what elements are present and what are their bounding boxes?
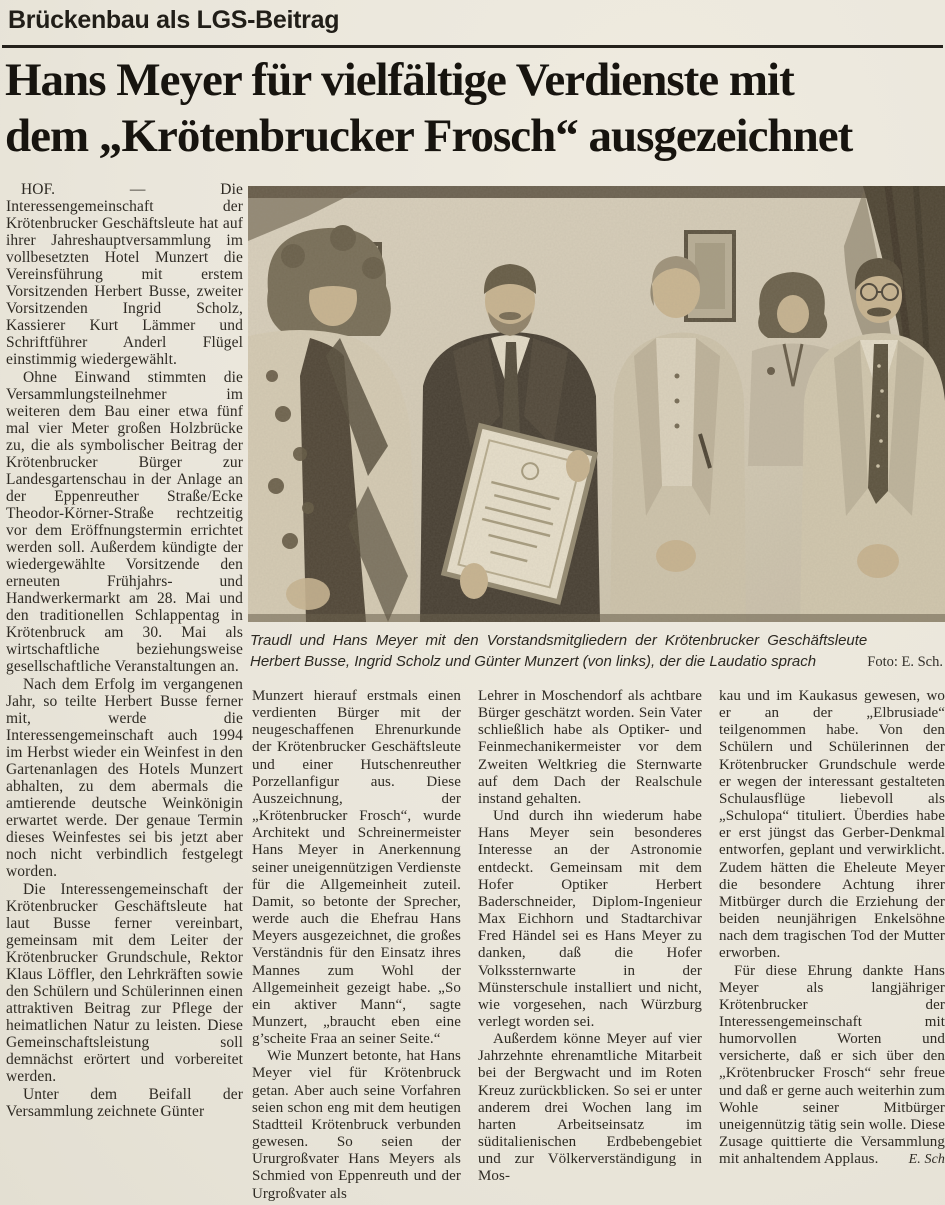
paragraph: Und durch ihn wiederum habe Hans Meyer sein besonderes Interesse an der Astronomie entdeckt. Gemeinsam mit dem Hofer Optiker Herbert Baderschneider, Diplom-Ingenieur Max Eichhorn und Stadtarchivar Fred Händel sei es Hans Meyer zu danken, daß die Hofer Volkssternwarte in der Münsterschule installiert und nicht, wie vorgesehen, nach Würzburg verlegt worden sei. [478, 808, 702, 1030]
paragraph: kau und im Kaukasus gewesen, wo er an der „Elbrusiade“ teilgenommen habe. Von den Schülern und Schülerinnen der Krötenbrucker Grundschule werde er wegen der interessant gestalteten Schulausflüge liebevoll als „Schulopa“ tituliert. Überdies habe er erst jüngst das Gerber-Denkmal entworfen, geplant und verwirklicht. Zudem hätten die Eheleute Meyer die besondere Achtung ihrer Mitbürger durch die Erziehung der beiden neunjährigen Enkelsöhne nach dem tragischen Tod der Mutter erworben. [719, 688, 945, 962]
article-bottom-columns [252, 688, 945, 1205]
paragraph: Wie Munzert betonte, hat Hans Meyer viel für Krötenbruck getan. Aber auch seine Vorfahren seien schon eng mit dem heutigen Stadtteil Krötenbruck verbunden gewesen. So seien der Ururgroßvater Hans Meyers als Schmied von Eppenreuth und der Urgroßvater als [252, 1048, 461, 1202]
photo-caption-block [250, 631, 943, 672]
paragraph: Unter dem Beifall der Versammlung zeichnete Günter [6, 1086, 243, 1120]
headline [5, 52, 852, 164]
author-initials: E. Sch [908, 1152, 945, 1168]
article-column-2 [478, 688, 702, 1205]
paragraph: Lehrer in Moschendorf als achtbare Bürger geschätzt worden. Sein Vater schließlich habe als Optiker- und Feinmechanikermeister vor dem Zweiten Weltkrieg die Sternwarte auf dem Dach der Realschule instand gehalten. [478, 688, 702, 807]
kicker-rule [2, 45, 943, 48]
paragraph: Nach dem Erfolg im vergangenen Jahr, so teilte Herbert Busse ferner mit, werde die Interessengemeinschaft auch 1994 im Herbst wieder ein Weinfest in den Gartenanlagen des Hotels Munzert abhalten, zu dem abermals die amtierende deutsche Weinkönigin erwartet werde. Der genaue Termin dieses Weinfestes sei bis jetzt aber noch nicht verbindlich festgelegt worden. [6, 676, 243, 880]
paragraph: Die Interessengemeinschaft der Krötenbrucker Geschäftsleute hat laut Busse ferner vereinbart, gemeinsam mit dem Leiter der Krötenbrucker Grundschule, Rektor Klaus Löffler, den Lehrkräften sowie den Schülern und Schülerinnen einen attraktiven Beitrag zur Pflege der heimatlichen Natur zu leisten. Diese Gemeinschaftsleistung soll demnächst erörtert und vorbereitet werden. [6, 881, 243, 1085]
paragraph: Munzert hierauf erstmals einen verdienten Bürger mit der neugeschaffenen Ehrenurkunde der Krötenbrucker Geschäftsleute und einer Hutschenreuther Porzellanfigur aus. Diese Auszeichnung, der „Krötenbrucker Frosch“, wurde Architekt und Schreinermeister Hans Meyer in Anerkennung seiner uneigennützigen Verdienste für die Allgemeinheit zuteil. Damit, so betonte der Sprecher, werde auch die Ehefrau Hans Meyers ausgezeichnet, die großes Verständnis für den Einsatz ihres Mannes zum Wohl der Allgemeinheit gezeigt habe. „So ein aktiver Mann“, sagte Munzert, „braucht eben eine g’scheite Fraa an seiner Seite.“ [252, 688, 461, 1048]
kicker: Brückenbau als LGS-Beitrag [8, 6, 340, 34]
photo-caption: Traudl und Hans Meyer mit den Vorstandsmitgliedern der Krötenbrucker Geschäftsleute Herbert Busse, Ingrid Scholz und Günter Munzert (von links), der die Laudatio sprach [250, 632, 868, 670]
paragraph: Außerdem könne Meyer auf vier Jahrzehnte ehrenamtliche Mitarbeit bei der Bergwacht und im Roten Kreuz zurückblicken. So sei er unter anderem drei Wochen lang im harten Arbeitseinsatz im süditalienischen Erdbebengebiet und zur Völkerverständigung in Mos- [478, 1031, 702, 1185]
article-column-3 [719, 688, 945, 1205]
article-photo [248, 186, 945, 622]
article-column-1 [252, 688, 461, 1205]
paragraph-text: Für diese Ehrung dankte Hans Meyer als langjähriger Krötenbrucker der Interessengemeinschaft mit humorvollen Worten und versicherte, daß er sich über den „Krötenbrucker Frosch“ sehr freue und daß er gerne auch weiterhin zum Wohle seiner Mitbürger uneigennützig tätig sein wolle. Diese Zusage quittierte die Versammlung mit anhaltendem Applaus. [719, 962, 945, 1168]
photo-grain [248, 186, 945, 622]
photo-credit: Foto: E. Sch. [867, 653, 943, 670]
paragraph: HOF. — Die Interessengemeinschaft der Krötenbrucker Geschäftsleute hat auf ihrer Jahreshauptversammlung im vollbesetzten Hotel Munzert die Vereinsführung mit erstem Vorsitzenden Herbert Busse, zweiter Vorsitzenden Ingrid Scholz, Kassierer Kurt Lämmer und Schriftführer Anderl Flügel einstimmig wiedergewählt. [6, 181, 243, 368]
paragraph [719, 963, 945, 1169]
headline-line-1: Hans Meyer für vielfältige Verdienste mit [5, 54, 794, 106]
paragraph: Ohne Einwand stimmten die Versammlungsteilnehmer im weiteren dem Bau einer etwa fünf mal vier Meter großen Holzbrücke zu, die als symbolischer Beitrag der Krötenbrucker Bürger zur Landesgartenschau in der Anlage an der Eppenreuther Straße/Ecke Theodor-Körner-Straße rechtzeitig vor dem Eröffnungstermin errichtet werden soll. Außerdem kündigte der wiedergewählte Vorsitzende den erneuten Frühjahrs- und Handwerkermarkt am 28. Mai und den traditionellen Schlappentag in Krötenbruck am 30. Mai als wirtschaftliche beziehungsweise gesellschaftliche Veranstaltungen an. [6, 369, 243, 675]
headline-line-2: dem „Krötenbrucker Frosch“ ausgezeichnet [5, 110, 853, 162]
article-column-left [6, 181, 243, 1205]
